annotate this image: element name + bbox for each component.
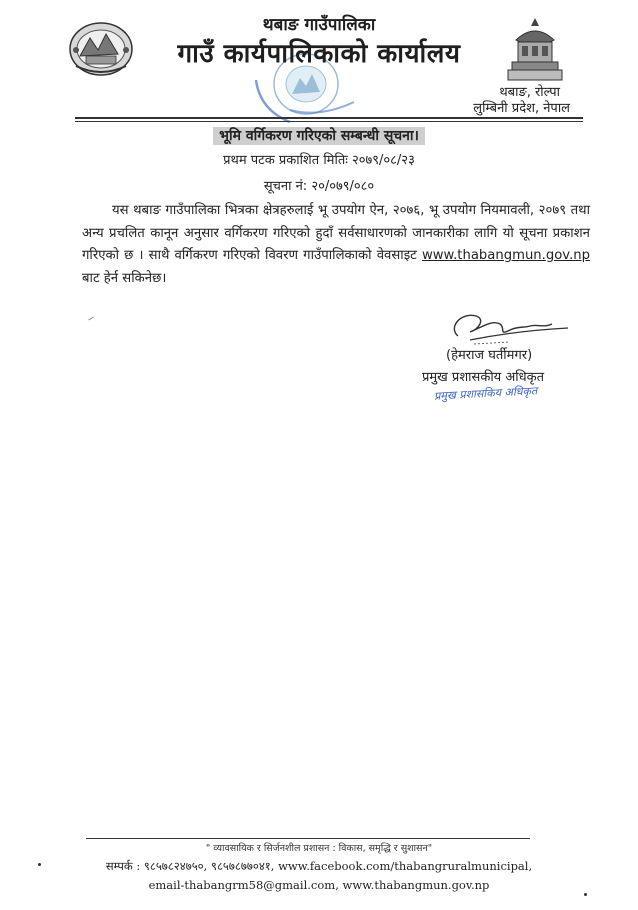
reference-number: सूचना नं: २०/०७९/०८० xyxy=(263,179,375,194)
address-line-1: थबाङ, रोल्पा xyxy=(499,85,560,100)
signature-icon xyxy=(440,306,580,350)
signatory-title: प्रमुख प्रशासकीय अधिकृत xyxy=(422,370,545,385)
publish-date: प्रथम पटक प्रकाशित मितिः २०७९/०८/२३ xyxy=(223,153,415,168)
notice-body-end: बाट हेर्न सकिनेछ। xyxy=(82,270,167,286)
signatory-name: (हेमराज घर्तीमगर) xyxy=(446,348,533,363)
footer-rule xyxy=(86,838,530,839)
org-name-top: थबाङ गाउँपालिका xyxy=(262,15,376,35)
website-link[interactable]: www.thabangmun.gov.np xyxy=(421,248,590,263)
office-title: गाउँ कार्यपालिकाको कार्यालय xyxy=(177,39,461,69)
footer-contact-1: सम्पर्क : ९८५७८२४७५०, ९८५७८७७०४१, www.facebook.com/thabangruralmunicipal, xyxy=(105,859,533,873)
header-rule-thin xyxy=(75,121,583,122)
notice-body-text: यस थबाङ गाउँपालिका भित्रका क्षेत्रहरुलाई भू उपयोग ऐन, २०७६, भू उपयोग नियमावली, २०७९ तथा अन्य प्रचलित कानून अनुसार वर्गिकरण गरिएको हुदाँ सर्वसाधारणको जानकारीका लागि यो सूचना प्रकाशन गरिएको छ । साथै वर्गिकरण गरिएको विवरण गाउँपालिकाको वेवसाइट xyxy=(82,203,590,263)
notice-body xyxy=(82,200,590,290)
footer-slogan: " व्यावसायिक र सिर्जनशील प्रशासन : विकास, समृद्धि र सुशासन" xyxy=(205,843,433,854)
notice-subject-text: भूमि वर्गिकरण गरिएको सम्बन्धी सूचना। xyxy=(213,127,425,145)
address-line-2: लुम्बिनी प्रदेश, नेपाल xyxy=(473,101,570,116)
signatory-stamp: प्रमुख प्रशासकिय अधिकृत xyxy=(433,384,538,403)
footer-contact-2: email-thabangrm58@gmail.com, www.thabangmun.gov.np xyxy=(148,878,490,892)
header-rule xyxy=(75,117,583,119)
page-speck xyxy=(38,863,41,866)
stray-mark xyxy=(88,317,94,321)
notice-subject xyxy=(0,125,638,145)
page-speck xyxy=(584,893,587,896)
